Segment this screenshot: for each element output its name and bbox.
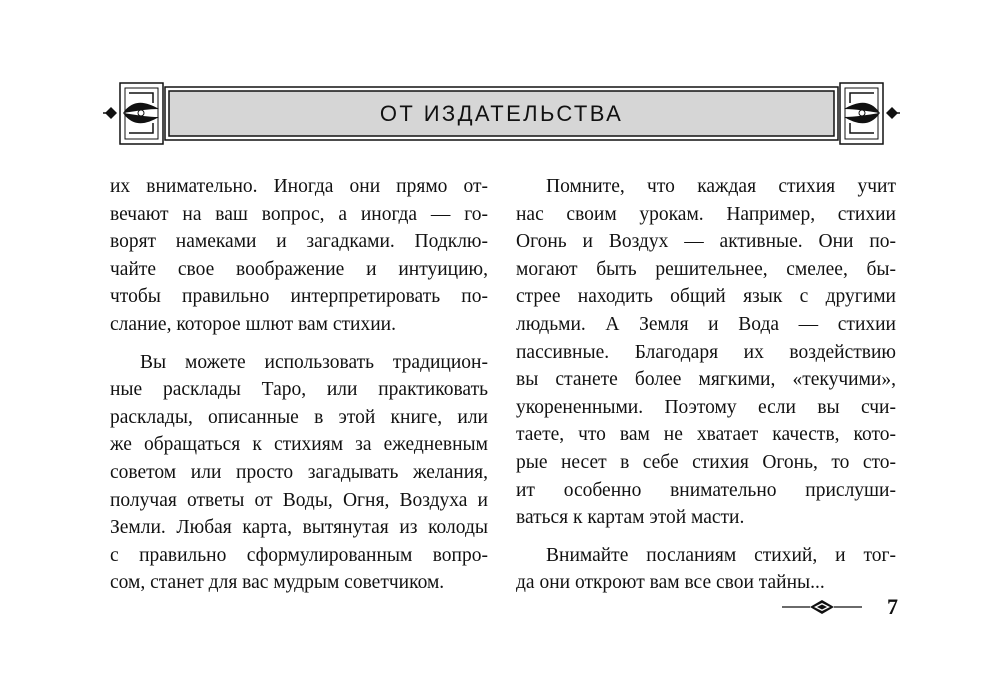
text-line: Земли. Любая карта, вытянутая из колоды xyxy=(110,517,488,539)
text-line: ворят намеками и загадками. Подклю- xyxy=(110,231,488,253)
text-line: с правильно сформулированным вопро- xyxy=(110,544,488,566)
text-line: людьми. А Земля и Вода — стихии xyxy=(516,313,896,335)
left-ornament-icon xyxy=(105,83,163,144)
right-ornament-icon xyxy=(840,83,898,144)
text-line: да они откроют вам все свои тайны... xyxy=(516,572,825,594)
text-line: Вы можете использовать традицион- xyxy=(140,351,488,373)
header-title: ОТ ИЗДАТЕЛЬСТВА xyxy=(379,101,624,126)
text-line: рые несет в себе стихия Огонь, то сто- xyxy=(516,451,896,473)
page-number: 7 xyxy=(887,594,898,619)
text-line: чайте свое воображение и интуицию, xyxy=(110,258,488,280)
text-line: их внимательно. Иногда они прямо от- xyxy=(110,176,488,197)
page-header xyxy=(103,79,900,149)
text-line: Огонь и Воздух — активные. Они по- xyxy=(516,231,896,253)
text-line: чтобы правильно интерпретировать по- xyxy=(110,286,488,308)
text-line: ваться к картам этой масти. xyxy=(516,507,745,529)
text-line: таете, что вам не хватает качеств, кото- xyxy=(516,424,896,446)
text-line: пассивные. Благодаря их воздействию xyxy=(516,341,896,363)
footer-diamond-icon xyxy=(782,599,862,615)
left-text-column xyxy=(110,173,488,597)
text-line: сом, станет для вас мудрым советчиком. xyxy=(110,572,445,594)
right-text-column xyxy=(516,173,896,597)
text-line: советом или просто загадывать желания, xyxy=(110,461,488,483)
text-line: же обращаться к стихиям за ежедневным xyxy=(110,434,488,456)
text-line: вы станете более мягкими, «текучими», xyxy=(516,369,896,391)
text-line: ит особенно внимательно прислуши- xyxy=(516,479,896,501)
text-line: стрее находить общий язык с другими xyxy=(516,286,896,308)
text-line: расклады, описанные в этой книге, или xyxy=(110,406,488,428)
text-line: ные расклады Таро, или практиковать xyxy=(110,379,488,401)
text-line: вечают на ваш вопрос, а иногда — го- xyxy=(110,203,488,225)
text-line: Помните, что каждая стихия учит xyxy=(546,176,896,197)
text-line: получая ответы от Воды, Огня, Воздуха и xyxy=(110,489,488,511)
text-line: могают быть решительнее, смелее, бы- xyxy=(516,258,896,280)
text-line: Внимайте посланиям стихий, и тог- xyxy=(546,544,896,566)
text-line: слание, которое шлют вам стихии. xyxy=(110,313,396,335)
text-line: нас своим урокам. Например, стихии xyxy=(516,203,896,225)
text-line: укорененными. Поэтому если вы счи- xyxy=(516,396,896,418)
